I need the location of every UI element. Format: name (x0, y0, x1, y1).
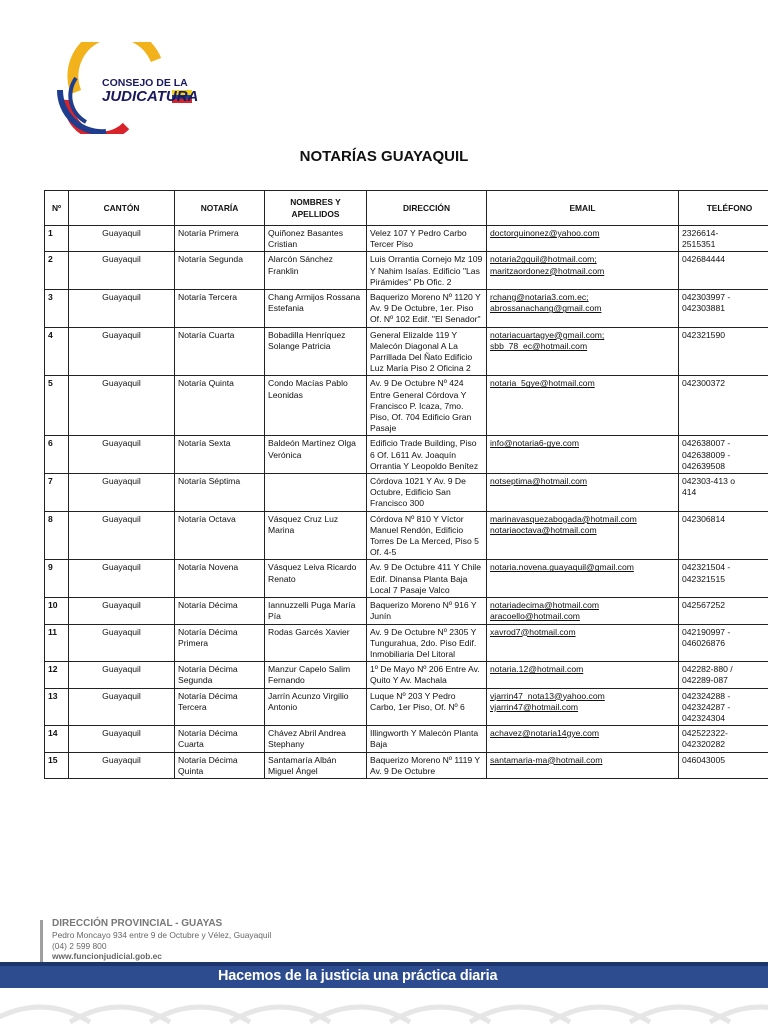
cell-num: 12 (45, 662, 69, 688)
table-row (45, 474, 768, 512)
slogan-band (0, 962, 768, 988)
email-link[interactable]: marinavasquezabogada@hotmail.com (490, 513, 637, 524)
telefono-line: 042282-880 / (682, 664, 733, 675)
cell-canton: Guayaquil (69, 327, 175, 376)
notarias-table (44, 190, 768, 779)
cell-telefono (679, 688, 768, 726)
cell-notaria: Notaría Quinta (175, 376, 265, 436)
cell-telefono (679, 624, 768, 662)
cell-direccion: Av. 9 De Octubre Nº 2305 Y Tungurahua, 2do. Piso Edif. Inmobiliaria Del Litoral (367, 624, 487, 662)
telefono-line: 2515351 (682, 239, 716, 250)
email-link[interactable]: maritzaordonez@hotmail.com (490, 265, 605, 276)
cell-canton: Guayaquil (69, 226, 175, 252)
cell-email (487, 726, 679, 752)
cell-direccion: Velez 107 Y Pedro Carbo Tercer Piso (367, 226, 487, 252)
cell-canton: Guayaquil (69, 511, 175, 560)
telefono-line: 042324288 - (682, 690, 731, 701)
table-row (45, 290, 768, 328)
cell-canton: Guayaquil (69, 598, 175, 624)
cell-telefono (679, 436, 768, 474)
cell-canton: Guayaquil (69, 726, 175, 752)
telefono-line: 042638007 - (682, 438, 731, 449)
cell-nombres: Condo Macías Pablo Leonidas (265, 376, 367, 436)
telefono-line: 042289-087 (682, 675, 728, 686)
table-row (45, 511, 768, 560)
cell-email (487, 474, 679, 512)
cell-email (487, 662, 679, 688)
telefono-line: 042684444 (682, 254, 726, 265)
cell-email (487, 688, 679, 726)
email-link[interactable]: rchang@notaria3.com.ec; (490, 292, 589, 303)
table-body (45, 226, 768, 779)
cell-telefono (679, 598, 768, 624)
cell-nombres: Quiñonez Basantes Cristian (265, 226, 367, 252)
cell-canton: Guayaquil (69, 688, 175, 726)
table-row (45, 662, 768, 688)
cell-num: 9 (45, 560, 69, 598)
email-link[interactable]: notseptima@hotmail.com (490, 476, 588, 487)
cell-nombres: Santamaría Albán Miguel Ángel (265, 752, 367, 778)
cell-email (487, 598, 679, 624)
telefono-line: 042303997 - (682, 292, 731, 303)
telefono-line: 042303-413 o (682, 476, 736, 487)
logo-line1: CONSEJO DE LA (102, 77, 188, 89)
cell-email (487, 290, 679, 328)
cell-notaria: Notaría Décima Tercera (175, 688, 265, 726)
telefono-line: 042300372 (682, 378, 726, 389)
email-link[interactable]: xavrod7@hotmail.com (490, 626, 576, 637)
cell-canton: Guayaquil (69, 436, 175, 474)
cell-email (487, 511, 679, 560)
footer-address: Pedro Moncayo 934 entre 9 de Octubre y Vélez, Guayaquil (52, 930, 272, 940)
cell-nombres: Alarcón Sánchez Franklin (265, 252, 367, 290)
cell-telefono (679, 252, 768, 290)
header-telefono: TELÉFONO (679, 191, 768, 226)
email-link[interactable]: abrossanachang@gmail.com (490, 303, 602, 314)
email-link[interactable]: sbb_78_ec@hotmail.com (490, 340, 588, 351)
telefono-line: 046043005 (682, 754, 726, 765)
cell-telefono (679, 752, 768, 778)
email-link[interactable]: notariaoctava@hotmail.com (490, 524, 597, 535)
cell-notaria: Notaría Décima Quinta (175, 752, 265, 778)
cell-nombres: Jarrín Acunzo Virgilio Antonio (265, 688, 367, 726)
footer-dept: DIRECCIÓN PROVINCIAL - GUAYAS (52, 918, 223, 929)
cell-telefono (679, 662, 768, 688)
table-row (45, 624, 768, 662)
cell-telefono (679, 474, 768, 512)
table-row (45, 252, 768, 290)
cell-telefono (679, 376, 768, 436)
cell-notaria: Notaría Séptima (175, 474, 265, 512)
email-link[interactable]: notariacuartagye@gmail.com; (490, 329, 605, 340)
email-link[interactable]: santamaria-ma@hotmail.com (490, 754, 603, 765)
table-row (45, 752, 768, 778)
cell-direccion: Av. 9 De Octubre Nº 424 Entre General Córdova Y Francisco P. Icaza, 7mo. Piso, Of. 704 Edificio Gran Pasaje (367, 376, 487, 436)
telefono-line: 042306814 (682, 513, 726, 524)
cell-canton: Guayaquil (69, 662, 175, 688)
cell-nombres: Manzur Capelo Salim Fernando (265, 662, 367, 688)
cell-notaria: Notaría Décima Segunda (175, 662, 265, 688)
telefono-line: 042567252 (682, 600, 726, 611)
cell-direccion: Córdova 1021 Y Av. 9 De Octubre, Edificio San Francisco 300 (367, 474, 487, 512)
cell-canton: Guayaquil (69, 290, 175, 328)
cell-nombres: Iannuzzelli Puga María Pía (265, 598, 367, 624)
cell-canton: Guayaquil (69, 252, 175, 290)
cell-telefono (679, 327, 768, 376)
page-title: NOTARÍAS GUAYAQUIL (299, 148, 469, 165)
telefono-line: 042320282 (682, 739, 726, 750)
cell-telefono (679, 226, 768, 252)
telefono-line: 042303881 (682, 303, 726, 314)
cell-num: 10 (45, 598, 69, 624)
cell-num: 4 (45, 327, 69, 376)
cell-num: 5 (45, 376, 69, 436)
cell-email (487, 226, 679, 252)
cell-num: 13 (45, 688, 69, 726)
email-link[interactable]: vjarrin47_nota13@yahoo.com (490, 690, 605, 701)
logo-wordmark (102, 78, 198, 104)
cell-nombres: Vásquez Leiva Ricardo Renato (265, 560, 367, 598)
telefono-line: 042324287 - (682, 701, 731, 712)
telefono-line: 042639508 (682, 460, 726, 471)
telefono-line: 2326614- (682, 228, 719, 238)
cell-direccion: Córdova Nº 810 Y Víctor Manuel Rendón, Edificio Torres De La Merced, Piso 5 Of. 4-5 (367, 511, 487, 560)
table-row (45, 688, 768, 726)
header-num: Nº (45, 191, 69, 226)
email-link[interactable]: aracoello@hotmail.com (490, 611, 580, 622)
cell-notaria: Notaría Cuarta (175, 327, 265, 376)
header-email: EMAIL (487, 191, 679, 226)
email-link[interactable]: notariadecima@hotmail.com (490, 600, 600, 611)
cell-direccion: General Elizalde 119 Y Malecón Diagonal A La Parrillada Del Ñato Edificio Luz María Piso 2 Oficina 2 (367, 327, 487, 376)
cell-direccion: 1º De Mayo Nº 206 Entre Av. Quito Y Av. Machala (367, 662, 487, 688)
header-nombres: NOMBRES Y APELLIDOS (265, 191, 367, 226)
cell-direccion: Illingworth Y Malecón Planta Baja (367, 726, 487, 752)
cell-num: 14 (45, 726, 69, 752)
cell-email (487, 624, 679, 662)
cell-email (487, 752, 679, 778)
consejo-judicatura-logo (46, 42, 206, 134)
cell-num: 6 (45, 436, 69, 474)
cell-email (487, 376, 679, 436)
footer-divider (40, 920, 43, 964)
footer-phone: (04) 2 599 800 (52, 940, 107, 951)
footer-pattern (0, 988, 768, 1024)
cell-direccion: Edificio Trade Building, Piso 6 Of. L611 Av. Joaquín Orrantia Y Leopoldo Benítez (367, 436, 487, 474)
cell-direccion: Av. 9 De Octubre 411 Y Chile Edif. Dinansa Planta Baja Local 7 Pasaje Valco (367, 560, 487, 598)
email-link[interactable]: notaria.12@hotmail.com (490, 664, 584, 675)
cell-num: 2 (45, 252, 69, 290)
table-row (45, 598, 768, 624)
table-row (45, 376, 768, 436)
cell-telefono (679, 511, 768, 560)
cell-canton: Guayaquil (69, 474, 175, 512)
cell-direccion: Baquerizo Moreno Nº 1119 Y Av. 9 De Octubre (367, 752, 487, 778)
telefono-line: 042321504 - (682, 562, 731, 573)
header-notaria: NOTARÍA (175, 191, 265, 226)
band-stripe (0, 962, 768, 966)
cell-notaria: Notaría Segunda (175, 252, 265, 290)
telefono-line: 042321590 (682, 329, 726, 340)
email-link[interactable]: info@notaria6-gye.com (490, 438, 579, 449)
cell-email (487, 560, 679, 598)
cell-nombres: Chávez Abril Andrea Stephany (265, 726, 367, 752)
cell-nombres (265, 474, 367, 512)
cell-nombres: Baldeón Martínez Olga Verónica (265, 436, 367, 474)
cell-telefono (679, 560, 768, 598)
cell-notaria: Notaría Décima Primera (175, 624, 265, 662)
cell-notaria: Notaría Novena (175, 560, 265, 598)
cell-notaria: Notaría Primera (175, 226, 265, 252)
table-row (45, 436, 768, 474)
telefono-line: 042522322- (682, 728, 728, 739)
table-row (45, 226, 768, 252)
telefono-line: 042324304 (682, 712, 726, 723)
email-link[interactable]: doctorquinonez@yahoo.com (490, 228, 600, 238)
email-link[interactable]: vjarrin47@hotmail.com (490, 701, 579, 712)
cell-nombres: Vásquez Cruz Luz Marina (265, 511, 367, 560)
table-header-row (45, 191, 768, 226)
cell-num: 8 (45, 511, 69, 560)
cell-num: 3 (45, 290, 69, 328)
cell-notaria: Notaría Sexta (175, 436, 265, 474)
footer-contact (40, 918, 370, 962)
cell-num: 7 (45, 474, 69, 512)
cell-direccion: Luque Nº 203 Y Pedro Carbo, 1er Piso, Of. Nº 6 (367, 688, 487, 726)
cell-num: 1 (45, 226, 69, 252)
email-link[interactable]: notaria2gquil@hotmail.com; (490, 254, 597, 265)
telefono-line: 042321515 (682, 573, 726, 584)
footer-web-link[interactable]: www.funcionjudicial.gob.ec (52, 951, 162, 961)
table-row (45, 726, 768, 752)
email-link[interactable]: achavez@notaria14gye.com (490, 728, 600, 739)
cell-telefono (679, 290, 768, 328)
cell-canton: Guayaquil (69, 560, 175, 598)
cell-nombres: Bobadilla Henríquez Solange Patricia (265, 327, 367, 376)
cell-notaria: Notaría Octava (175, 511, 265, 560)
email-link[interactable]: notaria.novena.guayaquil@gmail.com (490, 562, 634, 573)
cell-nombres: Rodas Garcés Xavier (265, 624, 367, 662)
header-direccion: DIRECCIÓN (367, 191, 487, 226)
cell-notaria: Notaría Décima (175, 598, 265, 624)
slogan-text: Hacemos de la justicia una práctica diaria (218, 968, 498, 984)
cell-notaria: Notaría Décima Cuarta (175, 726, 265, 752)
telefono-line: 042638009 - (682, 449, 731, 460)
cell-direccion: Baquerizo Moreno Nº 916 Y Junín (367, 598, 487, 624)
header-canton: CANTÓN (69, 191, 175, 226)
email-link[interactable]: notaria_5gye@hotmail.com (490, 378, 595, 389)
table-row (45, 327, 768, 376)
cell-direccion: Baquerizo Moreno Nº 1120 Y Av. 9 De Octubre, 1er. Piso Of. Nº 102 Edif. "El Senador" (367, 290, 487, 328)
telefono-line: 042190997 - (682, 626, 731, 637)
cell-email (487, 252, 679, 290)
logo-line2: JUDICATURA (102, 87, 199, 105)
cell-canton: Guayaquil (69, 624, 175, 662)
cell-email (487, 327, 679, 376)
cell-email (487, 436, 679, 474)
cell-notaria: Notaría Tercera (175, 290, 265, 328)
cell-canton: Guayaquil (69, 376, 175, 436)
table-row (45, 560, 768, 598)
cell-direccion: Luis Orrantia Cornejo Mz 109 Y Nahim Isaías. Edificio "Las Pirámides" Pb Ofic. 2 (367, 252, 487, 290)
telefono-line: 414 (682, 487, 697, 498)
cell-num: 15 (45, 752, 69, 778)
cell-canton: Guayaquil (69, 752, 175, 778)
cell-num: 11 (45, 624, 69, 662)
cell-nombres: Chang Armijos Rossana Estefania (265, 290, 367, 328)
telefono-line: 046026876 (682, 637, 726, 648)
cell-telefono (679, 726, 768, 752)
